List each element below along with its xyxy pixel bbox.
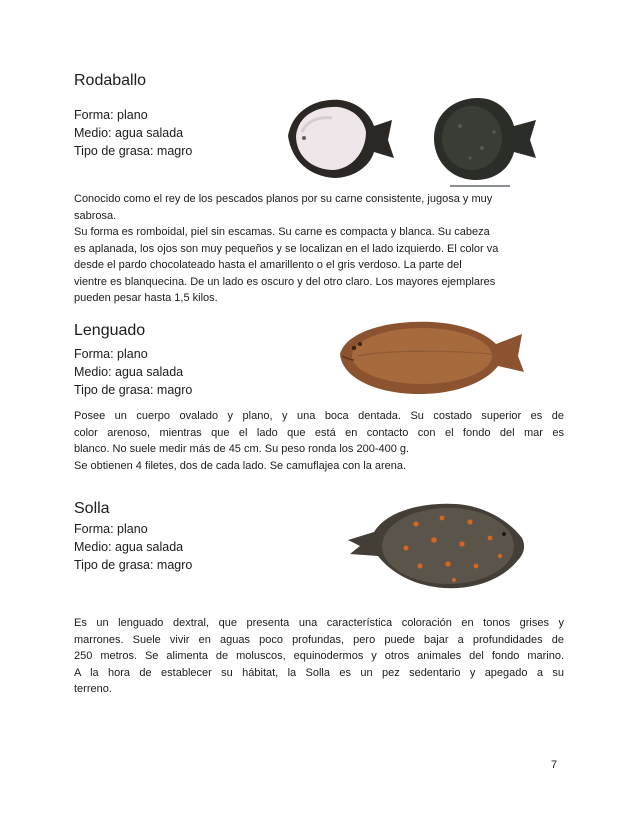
attributes-rodaballo xyxy=(74,106,192,160)
turbot-images xyxy=(284,92,546,190)
description-lenguado xyxy=(74,408,564,474)
attr-medio: Medio: agua salada xyxy=(74,540,184,554)
description-line: Posee un cuerpo ovalado y plano, y una boca dentada. Su costado superior es de xyxy=(74,410,564,422)
description-line: desde el pardo chocolateado hasta el amarillento o el gris verdoso. La parte del xyxy=(74,259,462,271)
attr-medio: Medio: agua salada xyxy=(74,365,184,379)
description-solla xyxy=(74,615,564,698)
description-line: vientre es blanquecina. De un lado es oscuro y del otro claro. Los mayores ejemplares xyxy=(74,275,496,288)
attr-medio: Medio: agua salada xyxy=(74,126,184,140)
description-line: Es un lenguado dextral, que presenta una característica coloración en tonos grises y xyxy=(74,617,564,629)
description-line: Se obtienen 4 filetes, dos de cada lado. Se camuflajea con la arena. xyxy=(74,459,407,472)
attr-grasa: Tipo de grasa: magro xyxy=(74,558,193,572)
attr-forma: Forma: plano xyxy=(74,108,148,122)
description-line: A la hora de establecer su hábitat, la Solla es un pez sedentario y apegado a su xyxy=(74,666,564,679)
attr-forma: Forma: plano xyxy=(74,347,148,361)
turbot-dark-side-image xyxy=(434,98,536,186)
description-line: marrones. Suele vivir en aguas poco profundas, pero puede bajar a profundidades de xyxy=(74,633,564,646)
attr-forma: Forma: plano xyxy=(74,522,148,536)
description-line: Conocido como el rey de los pescados planos por su carne consistente, jugosa y muy xyxy=(74,193,493,205)
description-line: Su forma es romboidal, piel sin escamas. Su carne es compacta y blanca. Su cabeza xyxy=(74,226,490,238)
section-title-rodaballo: Rodaballo xyxy=(74,72,147,89)
description-line: color arenoso, mientras que el lado que está en contacto con el fondo del mar es xyxy=(74,426,564,439)
page-number: 7 xyxy=(551,759,558,771)
description-line: es aplanada, los ojos son muy pequeños y se localizan en el lado izquierdo. El color va xyxy=(74,242,499,255)
section-title-solla: Solla xyxy=(74,500,110,517)
attributes-lenguado xyxy=(74,345,192,399)
description-line: terreno. xyxy=(74,683,112,695)
section-title-lenguado: Lenguado xyxy=(74,322,146,339)
description-line: 250 metros. Se alimenta de moluscos, equinodermos y otros animales del fondo marino. xyxy=(74,650,564,662)
attr-grasa: Tipo de grasa: magro xyxy=(74,383,193,397)
description-line: blanco. No suele medir más de 45 cm. Su peso ronda los 200-400 g. xyxy=(74,443,410,455)
sole-image xyxy=(336,316,528,400)
description-rodaballo xyxy=(74,191,564,307)
description-line: pueden pesar hasta 1,5 kilos. xyxy=(74,292,218,304)
attr-grasa: Tipo de grasa: magro xyxy=(74,144,193,158)
description-line: sabrosa. xyxy=(74,209,117,222)
attributes-solla xyxy=(74,520,192,574)
plaice-image xyxy=(346,500,532,592)
turbot-white-side-image xyxy=(288,100,394,178)
